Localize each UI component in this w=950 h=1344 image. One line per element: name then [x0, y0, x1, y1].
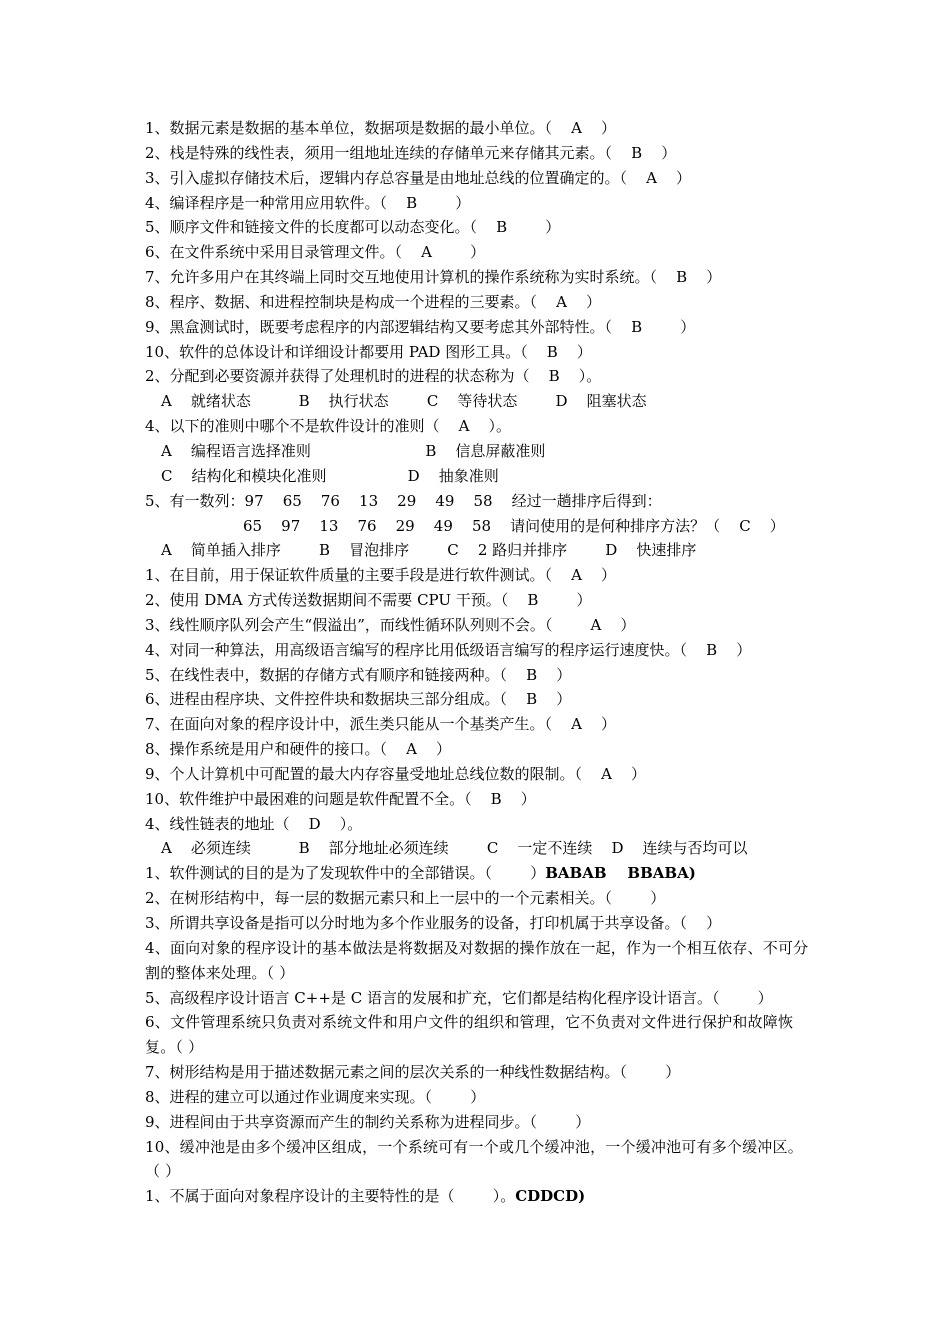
question-text: 3、线性顺序队列会产生“假溢出”，而线性循环队列则不会。（ A ） — [145, 615, 636, 634]
question-line — [145, 290, 810, 315]
question-line — [145, 613, 810, 638]
question-text: 10、软件的总体设计和详细设计都要用 PAD 图形工具。（ B ） — [145, 342, 592, 361]
question-line — [145, 762, 810, 787]
question-line — [145, 588, 810, 613]
question-line — [145, 166, 810, 191]
question-line — [145, 638, 810, 663]
question-line — [145, 538, 810, 563]
question-text: 4、线性链表的地址（ D ）。 — [145, 814, 363, 833]
question-text: 1、不属于面向对象程序设计的主要特性的是（ ）。 — [145, 1187, 516, 1206]
question-line — [145, 389, 810, 414]
question-text: A 必须连续 B 部分地址必须连续 C 一定不连续 D 连续与否均可以 — [161, 839, 748, 858]
question-text: 2、使用 DMA 方式传送数据期间不需要 CPU 干预。（ B ） — [145, 591, 592, 610]
question-text: 9、个人计算机中可配置的最大内存容量受地址总线位数的限制。（ A ） — [145, 764, 647, 783]
answer-key: CDDCD) — [515, 1187, 586, 1206]
question-line — [145, 1060, 810, 1085]
question-line — [145, 1135, 810, 1185]
question-line — [145, 836, 810, 861]
question-line — [145, 687, 810, 712]
question-text: 8、程序、数据、和进程控制块是构成一个进程的三要素。（ A ） — [145, 292, 602, 311]
question-line — [145, 315, 810, 340]
question-line — [145, 712, 810, 737]
question-text: 6、在文件系统中采用目录管理文件。（ A ） — [145, 243, 486, 262]
question-text: 1、数据元素是数据的基本单位，数据项是数据的最小单位。（ A ） — [145, 119, 617, 137]
question-text: 3、所谓共享设备是指可以分时地为多个作业服务的设备，打印机属于共享设备。（ ） — [145, 914, 722, 932]
question-text: 5、高级程序设计语言 C++是 C 语言的发展和扩充，它们都是结构化程序设计语言。（ ） — [145, 988, 773, 1007]
question-line — [145, 340, 810, 365]
question-text: 1、在目前，用于保证软件质量的主要手段是进行软件测试。（ A ） — [145, 566, 617, 585]
question-text: 6、文件管理系统只负责对系统文件和用户文件的组织和管理，它不负责对文件进行保护和故障恢复。（ ） — [145, 1013, 794, 1057]
question-line — [145, 414, 810, 439]
question-text: 65 97 13 76 29 49 58 请问使用的是何种排序方法？（ C ） — [243, 516, 785, 535]
question-text: 7、允许多用户在其终端上同时交互地使用计算机的操作系统称为实时系统。（ B ） — [145, 268, 722, 287]
question-line — [145, 1010, 810, 1060]
question-text: 2、分配到必要资源并获得了处理机时的进程的状态称为（ B ）。 — [145, 367, 602, 386]
question-text: 2、在树形结构中，每一层的数据元素只和上一层中的一个元素相关。（ ） — [145, 889, 666, 908]
question-text: C 结构化和模块化准则 D 抽象准则 — [161, 466, 499, 485]
question-line — [145, 886, 810, 911]
question-line — [145, 911, 810, 936]
question-text: A 编程语言选择准则 B 信息屏蔽准则 — [161, 441, 546, 460]
question-text: 9、进程间由于共享资源而产生的制约关系称为进程同步。（ ） — [145, 1112, 591, 1131]
question-line — [145, 737, 810, 762]
question-text: 7、在面向对象的程序设计中，派生类只能从一个基类产生。（ A ） — [145, 715, 617, 734]
question-text: A 简单插入排序 B 冒泡排序 C 2 路归并排序 D 快速排序 — [161, 541, 697, 560]
question-text: 8、操作系统是用户和硬件的接口。（ A ） — [145, 740, 452, 759]
answer-key: BABAB BBABA) — [545, 864, 696, 883]
question-line — [145, 563, 810, 588]
question-line — [145, 215, 810, 240]
question-line — [145, 514, 810, 539]
question-text: 4、以下的准则中哪个不是软件设计的准则（ A ）。 — [145, 417, 512, 436]
question-text: 10、缓冲池是由多个缓冲区组成，一个系统可有一个或几个缓冲池，一个缓冲池可有多个缓冲区。（ ） — [145, 1137, 803, 1181]
question-text: 7、树形结构是用于描述数据元素之间的层次关系的一种线性数据结构。（ ） — [145, 1063, 681, 1082]
document-page — [145, 116, 810, 1209]
question-line — [145, 1110, 810, 1135]
question-text: 5、顺序文件和链接文件的长度都可以动态变化。（ B ） — [145, 218, 561, 237]
question-text: 8、进程的建立可以通过作业调度来实现。（ ） — [145, 1087, 486, 1106]
question-text: 5、在线性表中，数据的存储方式有顺序和链接两种。（ B ） — [145, 665, 572, 684]
question-line — [145, 936, 810, 986]
question-text: 3、引入虚拟存储技术后，逻辑内存总容量是由地址总线的位置确定的。（ A ） — [145, 168, 692, 187]
question-line — [145, 1085, 810, 1110]
question-line — [145, 812, 810, 837]
question-line — [145, 986, 810, 1011]
question-text: 1、软件测试的目的是为了发现软件中的全部错误。（ ） — [145, 864, 546, 883]
question-line — [145, 663, 810, 688]
question-line — [145, 787, 810, 812]
question-line — [145, 364, 810, 389]
question-line — [145, 1184, 810, 1209]
question-line — [145, 464, 810, 489]
question-text: 9、黑盒测试时，既要考虑程序的内部逻辑结构又要考虑其外部特性。（ B ） — [145, 317, 696, 336]
question-line — [145, 439, 810, 464]
question-text: 2、栈是特殊的线性表，须用一组地址连续的存储单元来存储其元素。（ B ） — [145, 143, 677, 162]
question-list — [145, 116, 810, 1209]
question-line — [145, 265, 810, 290]
question-text: 4、对同一种算法，用高级语言编写的程序比用低级语言编写的程序运行速度快。（ B ） — [145, 640, 752, 659]
question-line — [145, 191, 810, 216]
question-line — [145, 861, 810, 886]
question-line — [145, 240, 810, 265]
question-line — [145, 116, 810, 141]
question-line — [145, 489, 810, 514]
question-line — [145, 141, 810, 166]
question-text: 4、面向对象的程序设计的基本做法是将数据及对数据的操作放在一起，作为一个相互依存、不可分割的整体来处理。（ ） — [145, 938, 809, 982]
question-text: 10、软件维护中最困难的问题是软件配置不全。（ B ） — [145, 789, 536, 808]
question-text: 5、有一数列：97 65 76 13 29 49 58 经过一趟排序后得到： — [145, 491, 662, 510]
question-text: A 就绪状态 B 执行状态 C 等待状态 D 阻塞状态 — [161, 392, 647, 411]
question-text: 4、编译程序是一种常用应用软件。（ B ） — [145, 193, 471, 212]
question-text: 6、进程由程序块、文件控件块和数据块三部分组成。（ B ） — [145, 690, 572, 709]
